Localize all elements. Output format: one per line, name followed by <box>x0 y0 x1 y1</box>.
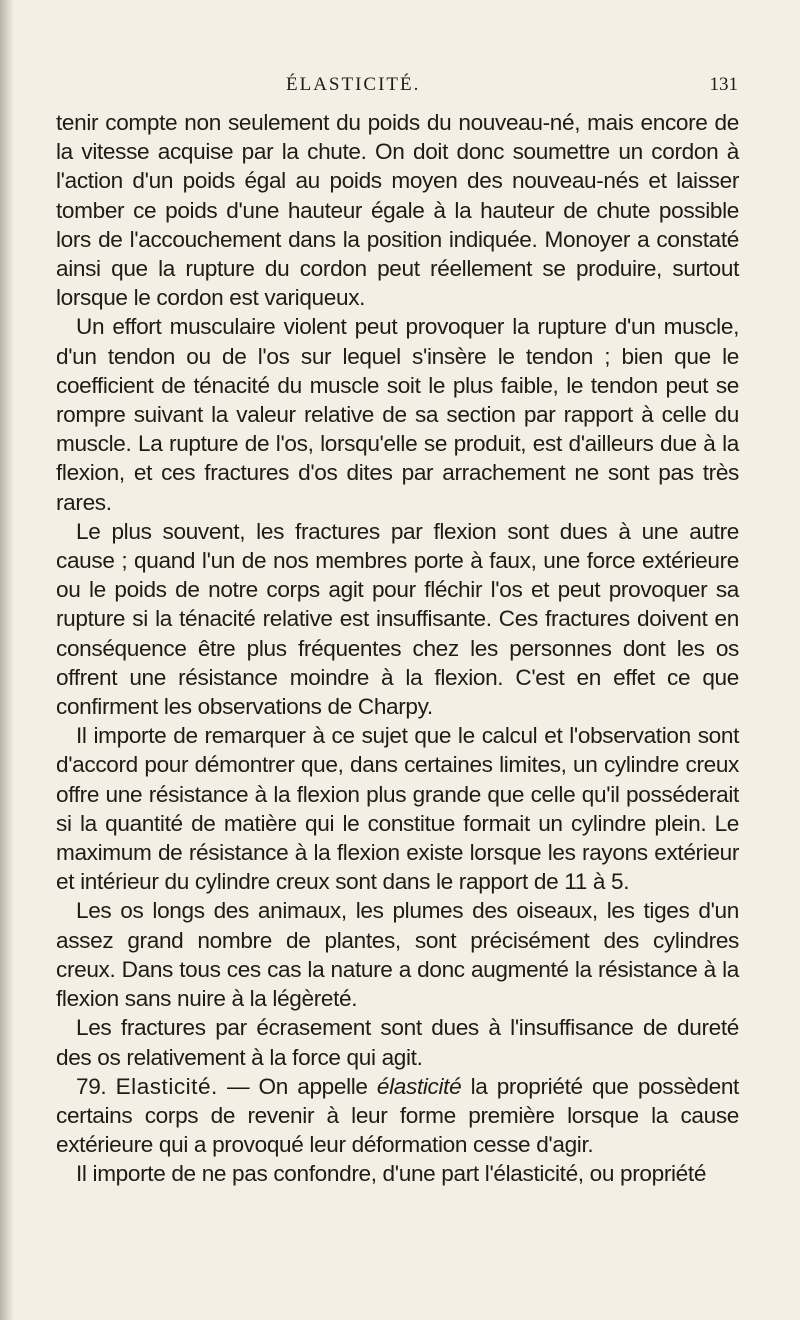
paragraph: Les os longs des animaux, les plumes des oiseaux, les tiges d'un assez grand nombre de plantes, sont précisément des cylindres creux. Dans tous ces cas la nature a donc augmenté la résistance à la flexion sans nuire à la légèreté. <box>56 898 739 1012</box>
section-title: Elasticité. <box>115 1073 218 1099</box>
section-number: 79. <box>76 1073 107 1099</box>
paragraph: Les fractures par écrasement sont dues à l'insuffisance de dureté des os relativement à la force qui agit. <box>56 1015 739 1070</box>
section-text-before-term: On appelle <box>258 1073 368 1099</box>
final-paragraph: Il importe de ne pas confondre, d'une part l'élasticité, ou propriété <box>76 1161 707 1187</box>
section-text-after-term: la propriété que possèdent certains corps de revenir à leur forme première lorsque la cause extérieure qui a provoqué leur déformation cesse d'agir. <box>56 1073 739 1158</box>
paragraph: tenir compte non seulement du poids du nouveau-né, mais encore de la vitesse acquise par la chute. On doit donc soumettre un cordon à l'action d'un poids égal au poids moyen des nouveau-nés et laisser tomber ce poids d'une hauteur égale à la hauteur de chute possible lors de l'accouchement dans la position indiquée. Monoyer a constaté ainsi que la rupture du cordon peut réellement se produire, surtout lorsque le cordon est variqueux. <box>56 110 739 311</box>
paragraph: Un effort musculaire violent peut provoquer la rupture d'un muscle, d'un tendon ou de l'os sur lequel s'insère le tendon ; bien que le coefficient de ténacité du muscle soit le plus faible, le tendon peut se rompre suivant la valeur relative de sa section par rapport à celle du muscle. La rupture de l'os, lorsqu'elle se produit, est d'ailleurs due à la flexion, et ces fractures d'os dites par arrachement ne sont pas très rares. <box>56 314 739 515</box>
page-header <box>0 74 800 104</box>
section-79-paragraph <box>56 1072 739 1160</box>
paragraph: Le plus souvent, les fractures par flexion sont dues à une autre cause ; quand l'un de nos membres porte à faux, une force extérieure ou le poids de notre corps agit pour fléchir l'os et peut provoquer sa rupture si la ténacité relative est insuffisante. Ces fractures doivent en conséquence être plus fréquentes chez les personnes dont les os offrent une résistance moindre à la flexion. C'est en effet ce que confirment les observations de Charpy. <box>56 518 739 720</box>
running-title: ÉLASTICITÉ. <box>286 74 421 95</box>
paragraph: Il importe de remarquer à ce sujet que le calcul et l'observation sont d'accord pour démontrer que, dans certaines limites, un cylindre creux offre une résistance à la flexion plus grande que celle qu'il posséderait si la quantité de matière qui le constitue formait un cylindre plein. Le maximum de résistance à la flexion existe lorsque les rayons extérieur et intérieur du cylindre creux sont dans le rapport de 11 à 5. <box>56 723 739 895</box>
defined-term: élasticité <box>376 1073 462 1099</box>
section-dash: — <box>227 1073 250 1099</box>
page-body <box>56 108 739 1189</box>
page-number: 131 <box>709 74 738 95</box>
page-binding-edge <box>0 0 14 1320</box>
